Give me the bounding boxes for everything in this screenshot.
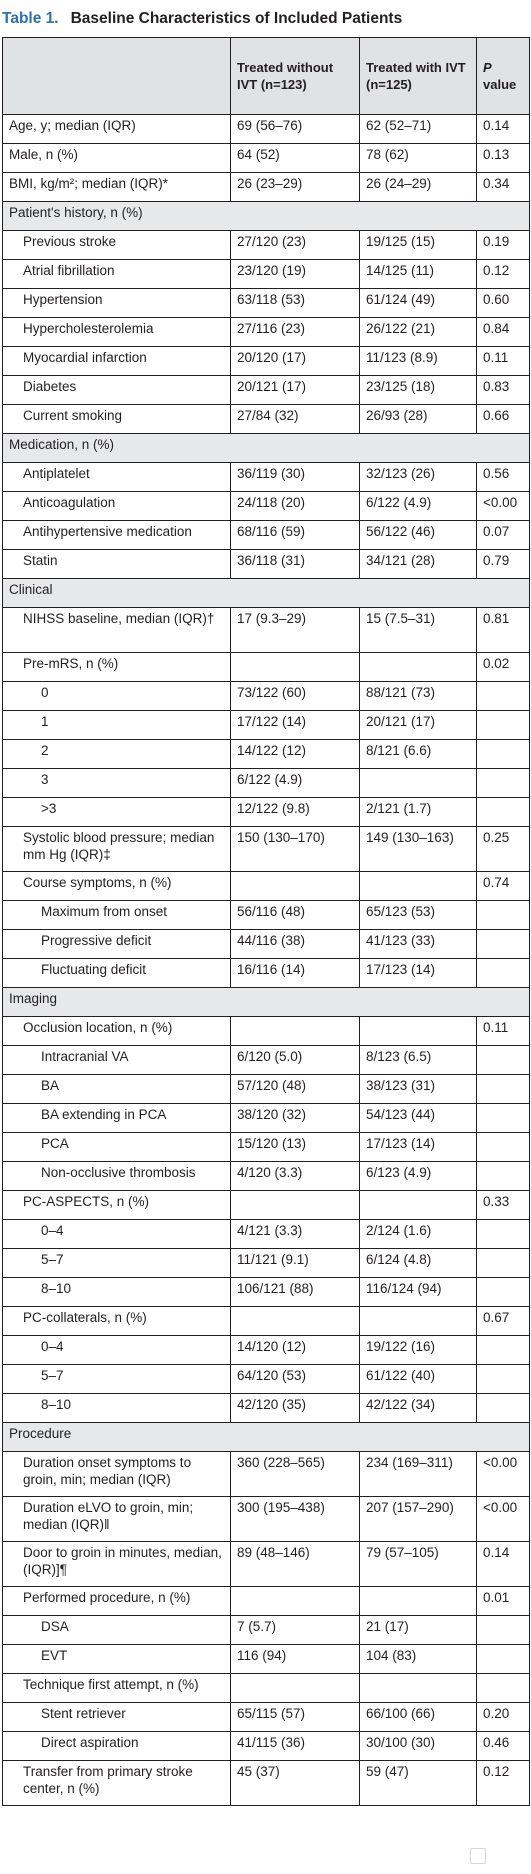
value-with-ivt: 78 (62) bbox=[360, 144, 477, 173]
row-label: Atrial fibrillation bbox=[3, 260, 231, 289]
value-with-ivt bbox=[360, 1307, 477, 1336]
table-row bbox=[3, 1307, 530, 1336]
p-value: 0.60 bbox=[477, 289, 530, 318]
row-label: Direct aspiration bbox=[3, 1732, 231, 1761]
table-row bbox=[3, 463, 530, 492]
value-without-ivt: 42/120 (35) bbox=[231, 1394, 360, 1423]
p-value: <0.00 bbox=[477, 1497, 530, 1542]
p-value: 0.19 bbox=[477, 231, 530, 260]
value-with-ivt: 32/123 (26) bbox=[360, 463, 477, 492]
table-row bbox=[3, 827, 530, 872]
p-value: 0.66 bbox=[477, 405, 530, 434]
p-value: 0.56 bbox=[477, 463, 530, 492]
table-row bbox=[3, 1133, 530, 1162]
value-with-ivt: 2/121 (1.7) bbox=[360, 798, 477, 827]
value-with-ivt: 2/124 (1.6) bbox=[360, 1220, 477, 1249]
table-row bbox=[3, 260, 530, 289]
value-without-ivt bbox=[231, 1191, 360, 1220]
p-value: 0.14 bbox=[477, 1542, 530, 1587]
value-with-ivt: 59 (47) bbox=[360, 1761, 477, 1806]
row-label: DSA bbox=[3, 1616, 231, 1645]
p-value: 0.02 bbox=[477, 653, 530, 682]
table-header-row bbox=[3, 38, 530, 115]
row-label: Myocardial infarction bbox=[3, 347, 231, 376]
p-value bbox=[477, 740, 530, 769]
row-label: Hypercholesterolemia bbox=[3, 318, 231, 347]
value-without-ivt bbox=[231, 1674, 360, 1703]
table-title: Baseline Characteristics of Included Patients bbox=[70, 9, 403, 27]
row-label: Hypertension bbox=[3, 289, 231, 318]
table-row bbox=[3, 144, 530, 173]
row-label: Statin bbox=[3, 550, 231, 579]
value-without-ivt: 300 (195–438) bbox=[231, 1497, 360, 1542]
table-row bbox=[3, 959, 530, 988]
value-with-ivt: 61/122 (40) bbox=[360, 1365, 477, 1394]
p-value bbox=[477, 959, 530, 988]
value-without-ivt bbox=[231, 653, 360, 682]
p-value: 0.12 bbox=[477, 260, 530, 289]
section-row bbox=[3, 988, 530, 1017]
value-without-ivt: 14/122 (12) bbox=[231, 740, 360, 769]
value-without-ivt: 106/121 (88) bbox=[231, 1278, 360, 1307]
table-row bbox=[3, 1278, 530, 1307]
value-with-ivt bbox=[360, 1017, 477, 1046]
p-value: <0.00 bbox=[477, 1452, 530, 1497]
p-value: 0.84 bbox=[477, 318, 530, 347]
value-with-ivt: 34/121 (28) bbox=[360, 550, 477, 579]
row-label: 5–7 bbox=[3, 1249, 231, 1278]
p-value: 0.07 bbox=[477, 521, 530, 550]
value-with-ivt: 149 (130–163) bbox=[360, 827, 477, 872]
table-row bbox=[3, 492, 530, 521]
row-label: Age, y; median (IQR) bbox=[3, 115, 231, 144]
value-without-ivt: 4/120 (3.3) bbox=[231, 1162, 360, 1191]
value-without-ivt bbox=[231, 1307, 360, 1336]
value-with-ivt bbox=[360, 769, 477, 798]
p-value: 0.33 bbox=[477, 1191, 530, 1220]
table-row bbox=[3, 740, 530, 769]
value-without-ivt: 44/116 (38) bbox=[231, 930, 360, 959]
p-value bbox=[477, 1162, 530, 1191]
p-value: 0.81 bbox=[477, 608, 530, 653]
p-value bbox=[477, 1278, 530, 1307]
table-row bbox=[3, 653, 530, 682]
value-without-ivt: 64 (52) bbox=[231, 144, 360, 173]
table-row bbox=[3, 1703, 530, 1732]
section-row bbox=[3, 202, 530, 231]
section-row bbox=[3, 434, 530, 463]
value-without-ivt: 63/118 (53) bbox=[231, 289, 360, 318]
value-without-ivt: 24/118 (20) bbox=[231, 492, 360, 521]
value-without-ivt: 64/120 (53) bbox=[231, 1365, 360, 1394]
value-without-ivt bbox=[231, 1587, 360, 1616]
value-with-ivt: 26/93 (28) bbox=[360, 405, 477, 434]
value-with-ivt: 23/125 (18) bbox=[360, 376, 477, 405]
table-row bbox=[3, 1365, 530, 1394]
p-value: 0.11 bbox=[477, 1017, 530, 1046]
table-row bbox=[3, 930, 530, 959]
value-with-ivt: 15 (7.5–31) bbox=[360, 608, 477, 653]
row-label: 8–10 bbox=[3, 1394, 231, 1423]
value-without-ivt: 12/122 (9.8) bbox=[231, 798, 360, 827]
table-body bbox=[3, 115, 530, 1806]
row-label: Antihypertensive medication bbox=[3, 521, 231, 550]
baseline-characteristics-table bbox=[2, 37, 530, 1806]
value-with-ivt: 19/125 (15) bbox=[360, 231, 477, 260]
value-without-ivt: 57/120 (48) bbox=[231, 1075, 360, 1104]
value-without-ivt: 360 (228–565) bbox=[231, 1452, 360, 1497]
p-value: 0.83 bbox=[477, 376, 530, 405]
row-label: 8–10 bbox=[3, 1278, 231, 1307]
value-without-ivt: 38/120 (32) bbox=[231, 1104, 360, 1133]
table-row bbox=[3, 521, 530, 550]
table-row bbox=[3, 1616, 530, 1645]
table-row bbox=[3, 1645, 530, 1674]
table-row bbox=[3, 608, 530, 653]
value-without-ivt: 17/122 (14) bbox=[231, 711, 360, 740]
table-row bbox=[3, 318, 530, 347]
header-without-ivt: Treated without IVT (n=123) bbox=[231, 38, 360, 115]
table-row bbox=[3, 1394, 530, 1423]
row-label: Transfer from primary stroke center, n (%) bbox=[3, 1761, 231, 1806]
table-number: Table 1. bbox=[2, 9, 59, 27]
p-value bbox=[477, 1133, 530, 1162]
table-row bbox=[3, 1046, 530, 1075]
row-label: Diabetes bbox=[3, 376, 231, 405]
row-label: Intracranial VA bbox=[3, 1046, 231, 1075]
value-without-ivt: 26 (23–29) bbox=[231, 173, 360, 202]
value-without-ivt: 15/120 (13) bbox=[231, 1133, 360, 1162]
value-without-ivt: 20/121 (17) bbox=[231, 376, 360, 405]
table-row bbox=[3, 115, 530, 144]
table-row bbox=[3, 231, 530, 260]
watermark-icon bbox=[470, 1848, 486, 1864]
row-label: Anticoagulation bbox=[3, 492, 231, 521]
table-row bbox=[3, 376, 530, 405]
p-value bbox=[477, 930, 530, 959]
table-row bbox=[3, 550, 530, 579]
table-caption bbox=[0, 0, 531, 37]
p-value bbox=[477, 1104, 530, 1133]
p-value: 0.25 bbox=[477, 827, 530, 872]
row-label: 0–4 bbox=[3, 1336, 231, 1365]
value-without-ivt: 27/84 (32) bbox=[231, 405, 360, 434]
value-with-ivt: 38/123 (31) bbox=[360, 1075, 477, 1104]
row-label: 0 bbox=[3, 682, 231, 711]
row-label: 1 bbox=[3, 711, 231, 740]
value-with-ivt: 41/123 (33) bbox=[360, 930, 477, 959]
row-label: >3 bbox=[3, 798, 231, 827]
value-without-ivt: 27/120 (23) bbox=[231, 231, 360, 260]
value-with-ivt: 6/124 (4.8) bbox=[360, 1249, 477, 1278]
row-label: Current smoking bbox=[3, 405, 231, 434]
row-label: PC-ASPECTS, n (%) bbox=[3, 1191, 231, 1220]
p-value bbox=[477, 682, 530, 711]
table-row bbox=[3, 1162, 530, 1191]
value-without-ivt: 23/120 (19) bbox=[231, 260, 360, 289]
section-label: Procedure bbox=[3, 1423, 530, 1452]
value-with-ivt: 26 (24–29) bbox=[360, 173, 477, 202]
row-label: Maximum from onset bbox=[3, 901, 231, 930]
value-with-ivt: 104 (83) bbox=[360, 1645, 477, 1674]
value-with-ivt: 17/123 (14) bbox=[360, 959, 477, 988]
value-with-ivt: 54/123 (44) bbox=[360, 1104, 477, 1133]
table-row bbox=[3, 1542, 530, 1587]
value-with-ivt: 17/123 (14) bbox=[360, 1133, 477, 1162]
value-with-ivt: 21 (17) bbox=[360, 1616, 477, 1645]
value-without-ivt: 150 (130–170) bbox=[231, 827, 360, 872]
row-label: Stent retriever bbox=[3, 1703, 231, 1732]
value-with-ivt bbox=[360, 1674, 477, 1703]
value-without-ivt: 14/120 (12) bbox=[231, 1336, 360, 1365]
value-without-ivt: 7 (5.7) bbox=[231, 1616, 360, 1645]
row-label: 2 bbox=[3, 740, 231, 769]
value-without-ivt: 6/122 (4.9) bbox=[231, 769, 360, 798]
table-row bbox=[3, 769, 530, 798]
header-p-value bbox=[477, 38, 530, 115]
row-label: 0–4 bbox=[3, 1220, 231, 1249]
row-label: Occlusion location, n (%) bbox=[3, 1017, 231, 1046]
p-value bbox=[477, 1365, 530, 1394]
p-value bbox=[477, 1616, 530, 1645]
table-row bbox=[3, 901, 530, 930]
value-without-ivt: 65/115 (57) bbox=[231, 1703, 360, 1732]
section-label: Patient's history, n (%) bbox=[3, 202, 530, 231]
table-row bbox=[3, 682, 530, 711]
p-value: 0.74 bbox=[477, 872, 530, 901]
row-label: Antiplatelet bbox=[3, 463, 231, 492]
table-row bbox=[3, 405, 530, 434]
row-label: NIHSS baseline, median (IQR)† bbox=[3, 608, 231, 653]
value-without-ivt: 11/121 (9.1) bbox=[231, 1249, 360, 1278]
value-with-ivt: 11/123 (8.9) bbox=[360, 347, 477, 376]
section-row bbox=[3, 1423, 530, 1452]
value-without-ivt: 20/120 (17) bbox=[231, 347, 360, 376]
value-with-ivt: 42/122 (34) bbox=[360, 1394, 477, 1423]
value-with-ivt: 88/121 (73) bbox=[360, 682, 477, 711]
table-row bbox=[3, 1191, 530, 1220]
p-value: 0.67 bbox=[477, 1307, 530, 1336]
table-row bbox=[3, 1497, 530, 1542]
p-value: 0.34 bbox=[477, 173, 530, 202]
value-with-ivt: 6/123 (4.9) bbox=[360, 1162, 477, 1191]
value-with-ivt bbox=[360, 872, 477, 901]
value-without-ivt: 4/121 (3.3) bbox=[231, 1220, 360, 1249]
p-value bbox=[477, 798, 530, 827]
value-with-ivt bbox=[360, 1191, 477, 1220]
value-without-ivt: 41/115 (36) bbox=[231, 1732, 360, 1761]
header-p-letter: P bbox=[483, 60, 492, 75]
p-value bbox=[477, 1674, 530, 1703]
row-label: BMI, kg/m²; median (IQR)* bbox=[3, 173, 231, 202]
row-label: 5–7 bbox=[3, 1365, 231, 1394]
p-value bbox=[477, 1075, 530, 1104]
value-with-ivt: 116/124 (94) bbox=[360, 1278, 477, 1307]
value-with-ivt bbox=[360, 653, 477, 682]
value-with-ivt: 234 (169–311) bbox=[360, 1452, 477, 1497]
table-row bbox=[3, 1732, 530, 1761]
row-label: Previous stroke bbox=[3, 231, 231, 260]
value-without-ivt bbox=[231, 1017, 360, 1046]
row-label: Performed procedure, n (%) bbox=[3, 1587, 231, 1616]
value-with-ivt: 65/123 (53) bbox=[360, 901, 477, 930]
table-row bbox=[3, 347, 530, 376]
row-label: BA bbox=[3, 1075, 231, 1104]
row-label: Door to groin in minutes, median, (IQR)]¶ bbox=[3, 1542, 231, 1587]
section-label: Medication, n (%) bbox=[3, 434, 530, 463]
value-without-ivt bbox=[231, 872, 360, 901]
table-row bbox=[3, 1075, 530, 1104]
row-label: BA extending in PCA bbox=[3, 1104, 231, 1133]
header-characteristic bbox=[3, 38, 231, 115]
row-label: Duration onset symptoms to groin, min; median (IQR) bbox=[3, 1452, 231, 1497]
value-without-ivt: 36/118 (31) bbox=[231, 550, 360, 579]
value-without-ivt: 27/116 (23) bbox=[231, 318, 360, 347]
value-without-ivt: 89 (48–146) bbox=[231, 1542, 360, 1587]
p-value: 0.11 bbox=[477, 347, 530, 376]
header-p-word: value bbox=[483, 77, 517, 92]
p-value bbox=[477, 1645, 530, 1674]
value-without-ivt: 17 (9.3–29) bbox=[231, 608, 360, 653]
row-label: Fluctuating deficit bbox=[3, 959, 231, 988]
p-value bbox=[477, 1249, 530, 1278]
table-row bbox=[3, 1674, 530, 1703]
value-without-ivt: 56/116 (48) bbox=[231, 901, 360, 930]
table-row bbox=[3, 1249, 530, 1278]
header-with-ivt: Treated with IVT (n=125) bbox=[360, 38, 477, 115]
value-without-ivt: 73/122 (60) bbox=[231, 682, 360, 711]
row-label: Technique first attempt, n (%) bbox=[3, 1674, 231, 1703]
value-with-ivt: 61/124 (49) bbox=[360, 289, 477, 318]
value-with-ivt: 14/125 (11) bbox=[360, 260, 477, 289]
section-label: Clinical bbox=[3, 579, 530, 608]
row-label: 3 bbox=[3, 769, 231, 798]
p-value bbox=[477, 711, 530, 740]
p-value bbox=[477, 1220, 530, 1249]
p-value: 0.01 bbox=[477, 1587, 530, 1616]
value-without-ivt: 69 (56–76) bbox=[231, 115, 360, 144]
table-row bbox=[3, 1104, 530, 1133]
table-row bbox=[3, 289, 530, 318]
row-label: PCA bbox=[3, 1133, 231, 1162]
table-row bbox=[3, 1761, 530, 1806]
value-with-ivt bbox=[360, 1587, 477, 1616]
p-value bbox=[477, 901, 530, 930]
value-without-ivt: 16/116 (14) bbox=[231, 959, 360, 988]
value-with-ivt: 56/122 (46) bbox=[360, 521, 477, 550]
p-value: 0.14 bbox=[477, 115, 530, 144]
value-without-ivt: 116 (94) bbox=[231, 1645, 360, 1674]
p-value: 0.46 bbox=[477, 1732, 530, 1761]
table-row bbox=[3, 1017, 530, 1046]
value-with-ivt: 79 (57–105) bbox=[360, 1542, 477, 1587]
row-label: Duration eLVO to groin, min; median (IQR)‖ bbox=[3, 1497, 231, 1542]
row-label: Systolic blood pressure; median mm Hg (IQR)‡ bbox=[3, 827, 231, 872]
table-row bbox=[3, 872, 530, 901]
p-value: 0.20 bbox=[477, 1703, 530, 1732]
value-without-ivt: 68/116 (59) bbox=[231, 521, 360, 550]
p-value bbox=[477, 769, 530, 798]
value-with-ivt: 20/121 (17) bbox=[360, 711, 477, 740]
table-row bbox=[3, 1587, 530, 1616]
value-without-ivt: 36/119 (30) bbox=[231, 463, 360, 492]
table-row bbox=[3, 1220, 530, 1249]
p-value bbox=[477, 1046, 530, 1075]
value-without-ivt: 6/120 (5.0) bbox=[231, 1046, 360, 1075]
value-without-ivt: 45 (37) bbox=[231, 1761, 360, 1806]
table-row bbox=[3, 1336, 530, 1365]
value-with-ivt: 207 (157–290) bbox=[360, 1497, 477, 1542]
row-label: PC-collaterals, n (%) bbox=[3, 1307, 231, 1336]
row-label: Progressive deficit bbox=[3, 930, 231, 959]
section-row bbox=[3, 579, 530, 608]
section-label: Imaging bbox=[3, 988, 530, 1017]
row-label: EVT bbox=[3, 1645, 231, 1674]
p-value bbox=[477, 1336, 530, 1365]
p-value: 0.79 bbox=[477, 550, 530, 579]
value-with-ivt: 62 (52–71) bbox=[360, 115, 477, 144]
p-value: 0.12 bbox=[477, 1761, 530, 1806]
p-value: 0.13 bbox=[477, 144, 530, 173]
p-value: <0.00 bbox=[477, 492, 530, 521]
table-row bbox=[3, 711, 530, 740]
value-with-ivt: 6/122 (4.9) bbox=[360, 492, 477, 521]
row-label: Course symptoms, n (%) bbox=[3, 872, 231, 901]
value-with-ivt: 30/100 (30) bbox=[360, 1732, 477, 1761]
p-value bbox=[477, 1394, 530, 1423]
row-label: Pre-mRS, n (%) bbox=[3, 653, 231, 682]
value-with-ivt: 66/100 (66) bbox=[360, 1703, 477, 1732]
table-row bbox=[3, 173, 530, 202]
value-with-ivt: 8/123 (6.5) bbox=[360, 1046, 477, 1075]
value-with-ivt: 8/121 (6.6) bbox=[360, 740, 477, 769]
row-label: Male, n (%) bbox=[3, 144, 231, 173]
table-row bbox=[3, 1452, 530, 1497]
table-row bbox=[3, 798, 530, 827]
value-with-ivt: 19/122 (16) bbox=[360, 1336, 477, 1365]
row-label: Non-occlusive thrombosis bbox=[3, 1162, 231, 1191]
value-with-ivt: 26/122 (21) bbox=[360, 318, 477, 347]
